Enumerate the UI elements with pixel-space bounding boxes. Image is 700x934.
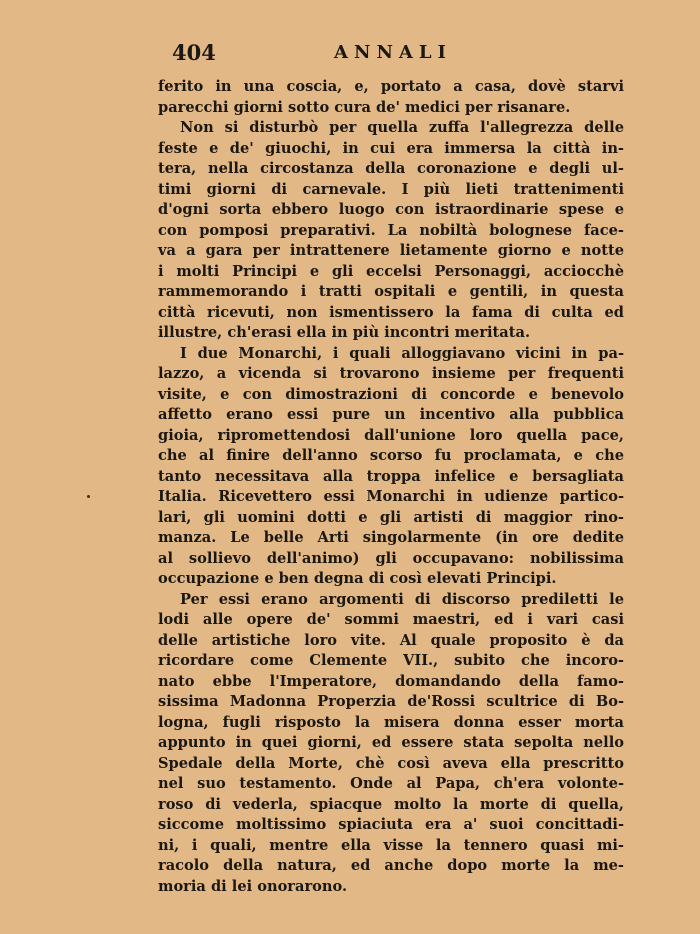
text-line: al sollievo dell'animo) gli occupavano: nobilissima	[158, 549, 624, 567]
text-line: delle artistiche loro vite. Al quale proposito è da	[158, 631, 624, 649]
text-line: visite, e con dimostrazioni di concorde e benevolo	[158, 385, 624, 403]
text-line: siccome moltissimo spiaciuta era a' suoi concittadi-	[158, 816, 624, 833]
text-line: gioia, ripromettendosi dall'unione loro quella pace,	[158, 426, 624, 444]
text-line: tanto necessitava alla troppa infelice e bersagliata	[158, 467, 624, 485]
text-line: città ricevuti, non ismentissero la fama di culta ed	[158, 303, 624, 321]
text-line: manza. Le belle Arti singolarmente (in ore dedite	[158, 529, 624, 546]
text-line: va a gara per intrattenere lietamente giorno e notte	[158, 242, 624, 259]
body-text	[158, 77, 624, 897]
text-line: illustre, ch'erasi ella in più incontri meritata.	[158, 324, 531, 341]
text-line: ni, i quali, mentre ella visse la tennero quasi mi-	[158, 836, 624, 854]
text-line: con pomposi preparativi. La nobiltà bolognese face-	[158, 221, 624, 239]
page-header	[158, 40, 628, 70]
text-line: Per essi erano argomenti di discorso prediletti le	[180, 590, 624, 608]
text-line: lazzo, a vicenda si trovarono insieme per frequenti	[158, 365, 624, 382]
text-line: appunto in quei giorni, ed essere stata sepolta nello	[158, 734, 624, 751]
text-line: tera, nella circostanza della coronazione e degli ul-	[158, 160, 624, 177]
text-line: ferito in una coscia, e, portato a casa, dovè starvi	[158, 78, 624, 95]
text-line: lodi alle opere de' sommi maestri, ed i vari casi	[158, 611, 624, 628]
text-line: logna, fugli risposto la misera donna esser morta	[158, 713, 624, 731]
text-line: feste e de' giuochi, in cui era immersa la città in-	[158, 139, 624, 157]
paper-speck	[87, 495, 90, 498]
text-line: nato ebbe l'Imperatore, domandando della famo-	[158, 672, 624, 690]
running-title: ANNALI	[334, 42, 452, 63]
text-line: I due Monarchi, i quali alloggiavano vicini in pa-	[180, 344, 624, 362]
page-number: 404	[172, 40, 216, 65]
text-line: i molti Principi e gli eccelsi Personaggi, acciocchè	[158, 262, 624, 280]
text-line: nel suo testamento. Onde al Papa, ch'era volonte-	[158, 775, 624, 792]
text-line: ricordare come Clemente VII., subito che incoro-	[158, 652, 624, 669]
text-line: racolo della natura, ed anche dopo morte la me-	[158, 857, 624, 874]
text-line: occupazione e ben degna di così elevati Principi.	[158, 570, 557, 587]
text-line: timi giorni di carnevale. I più lieti trattenimenti	[158, 180, 624, 198]
text-line: sissima Madonna Properzia de'Rossi scultrice di Bo-	[158, 693, 624, 710]
text-line: Italia. Ricevettero essi Monarchi in udienze partico-	[158, 488, 624, 505]
text-line: moria di lei onorarono.	[158, 877, 348, 895]
text-line: lari, gli uomini dotti e gli artisti di maggior rino-	[158, 508, 624, 526]
text-line: d'ogni sorta ebbero luogo con istraordinarie spese e	[158, 201, 624, 218]
text-line: che al finire dell'anno scorso fu proclamata, e che	[158, 447, 624, 464]
text-line: Non si disturbò per quella zuffa l'allegrezza delle	[180, 119, 624, 136]
text-line: parecchi giorni sotto cura de' medici per risanare.	[158, 98, 571, 116]
text-line: Spedale della Morte, chè così aveva ella prescritto	[158, 754, 624, 772]
text-line: affetto erano essi pure un incentivo alla pubblica	[158, 406, 624, 423]
text-line: roso di vederla, spiacque molto la morte di quella,	[158, 795, 624, 813]
text-line: rammemorando i tratti ospitali e gentili, in questa	[158, 283, 624, 300]
